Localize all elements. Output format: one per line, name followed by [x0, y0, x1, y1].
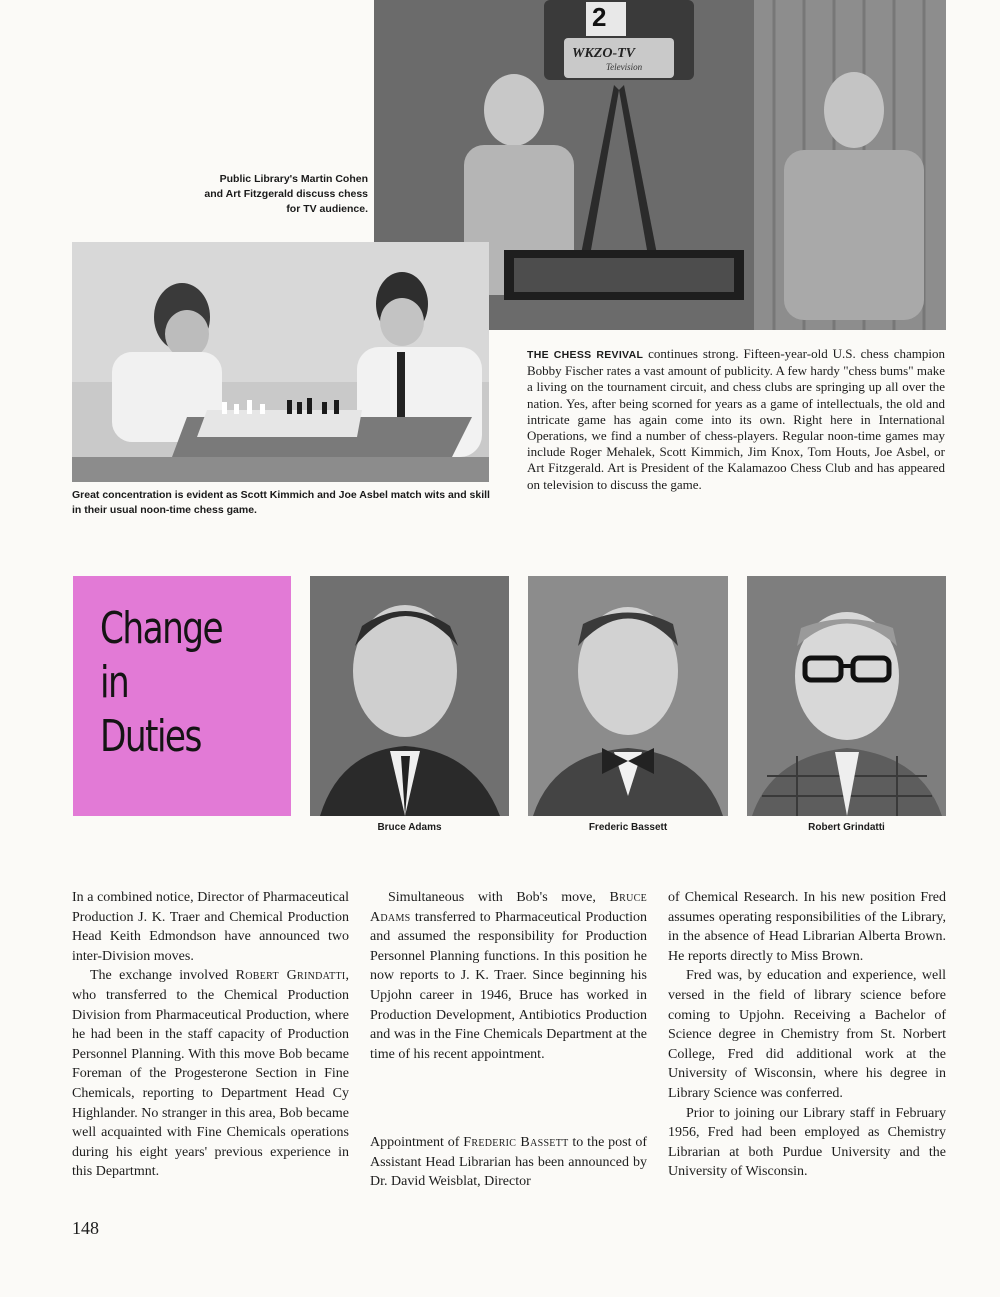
col2-p1-text-b: transferred to Pharmaceutical Production and assumed the responsibility for Production Personnel Planning functions. In this position he now reports to J. K. Traer. Since beginning his Upjohn career in 1946, Bruce has worked in Production Development, Antibiotics Production and was in the Fine Chemicals Department at the time of his recent appointment. — [370, 909, 647, 1062]
name-robert-grindatti: Robert Grindatti — [235, 968, 346, 984]
col1-p2-text-a: The exchange involved — [90, 968, 236, 984]
section-heading — [100, 602, 222, 764]
col2-p2-text-a: Appointment of — [370, 1135, 464, 1150]
portrait-robert-grindatti — [747, 576, 946, 816]
heading-line-1: Change — [100, 603, 223, 654]
col3-paragraph-1: of Chemical Research. In his new position Fred assumes operating responsibilities of the Library, in the absence of Head Librarian Alberta Brown. He reports directly to Miss Brown. — [668, 890, 946, 964]
col3-paragraph-2: Fred was, by education and experience, well versed in the field of library science before coming to Upjohn. Receiving a Bachelor of Science degree in Chemistry from St. Norbert College, Fred did additional work at the University of Wisconsin, where his degree in Library Science was conferred. — [668, 968, 946, 1101]
portrait-bruce-adams — [310, 576, 509, 816]
col1-p2-text-b: , who transferred to the Chemical Production Division from Pharmaceutical Production, where he had been in the staff capacity of Production Personnel Planning. With this move Bob became Foreman of the Progesterone Section in Fine Chemicals, reporting to Department Head Cy Highlander. No stranger in this area, Bob became well acquainted with Fine Chemicals operations during his eight years' previous experience in this Departmnt. — [72, 968, 349, 1180]
col2-p2-text-b: to the post of Assistant Head Librarian has been announced by Dr. David Weisblat, Director — [370, 1135, 648, 1190]
camera-number: 2 — [592, 2, 607, 32]
tv-photo-caption: Public Library's Martin Cohen and Art Fitzgerald discuss chess for TV audience. — [204, 173, 368, 215]
col3-paragraph-3: Prior to joining our Library staff in February 1956, Fred had been employed as Chemistry Librarian at both Purdue University and the University of Wisconsin. — [668, 1105, 946, 1180]
name-bruce-adams: Bruce Adams — [370, 890, 647, 925]
heading-line-2: in — [100, 657, 129, 708]
name-frederic-bassett: Frederic Bassett — [463, 1135, 569, 1150]
article-column-2b — [370, 1133, 647, 1192]
col2-paragraph-1 — [370, 888, 647, 1064]
chess-revival-story — [527, 346, 945, 493]
portrait-name-frederic-bassett: Frederic Bassett — [588, 822, 668, 833]
article-column-2 — [370, 888, 647, 1064]
chess-match-photo — [72, 242, 489, 482]
article-column-1 — [72, 888, 349, 1182]
chess-match-caption: Great concentration is evident as Scott Kimmich and Joe Asbel match wits and skill in their usual noon-time chess game. — [72, 489, 490, 516]
camera-sub-label: Television — [606, 62, 643, 72]
col1-paragraph-2 — [72, 966, 349, 1182]
heading-line-3: Duties — [100, 711, 201, 762]
col2-paragraph-2 — [370, 1133, 647, 1192]
page-number: 148 — [72, 1218, 99, 1238]
col2-p1-text-a: Simultaneous with Bob's move, — [388, 890, 610, 905]
chess-revival-body: continues strong. Fifteen-year-old U.S. chess champion Bobby Fischer rates a vast amount of publicity. A few hardy "chess bums" make a living on the tournament circuit, and chess clubs are springing up all over the nation. Yes, after being scorned for years as a game of intellectuals, the old and intricate game has again come into its own. Right here in International Operations, we find a number of chess-players. Regular noon-time games may include Roger Mehalek, Scott Kimmich, Jim Knox, Tom Houts, Joe Asbel, or Art Fitzgerald. Art is President of the Kalamazoo Chess Club and has appeared on television to discuss the game. — [527, 346, 945, 492]
chess-revival-lead: THE CHESS REVIVAL — [527, 349, 644, 361]
portrait-name-bruce-adams: Bruce Adams — [377, 822, 442, 833]
article-column-3 — [668, 888, 946, 1182]
portrait-name-robert-grindatti: Robert Grindatti — [808, 822, 885, 833]
col1-paragraph-1: In a combined notice, Director of Pharmaceutical Production J. K. Traer and Chemical Production Head Keith Edmondson have announced two inter-Division moves. — [72, 890, 349, 964]
portrait-frederic-bassett — [528, 576, 728, 816]
camera-station-label: WKZO-TV — [572, 46, 635, 61]
